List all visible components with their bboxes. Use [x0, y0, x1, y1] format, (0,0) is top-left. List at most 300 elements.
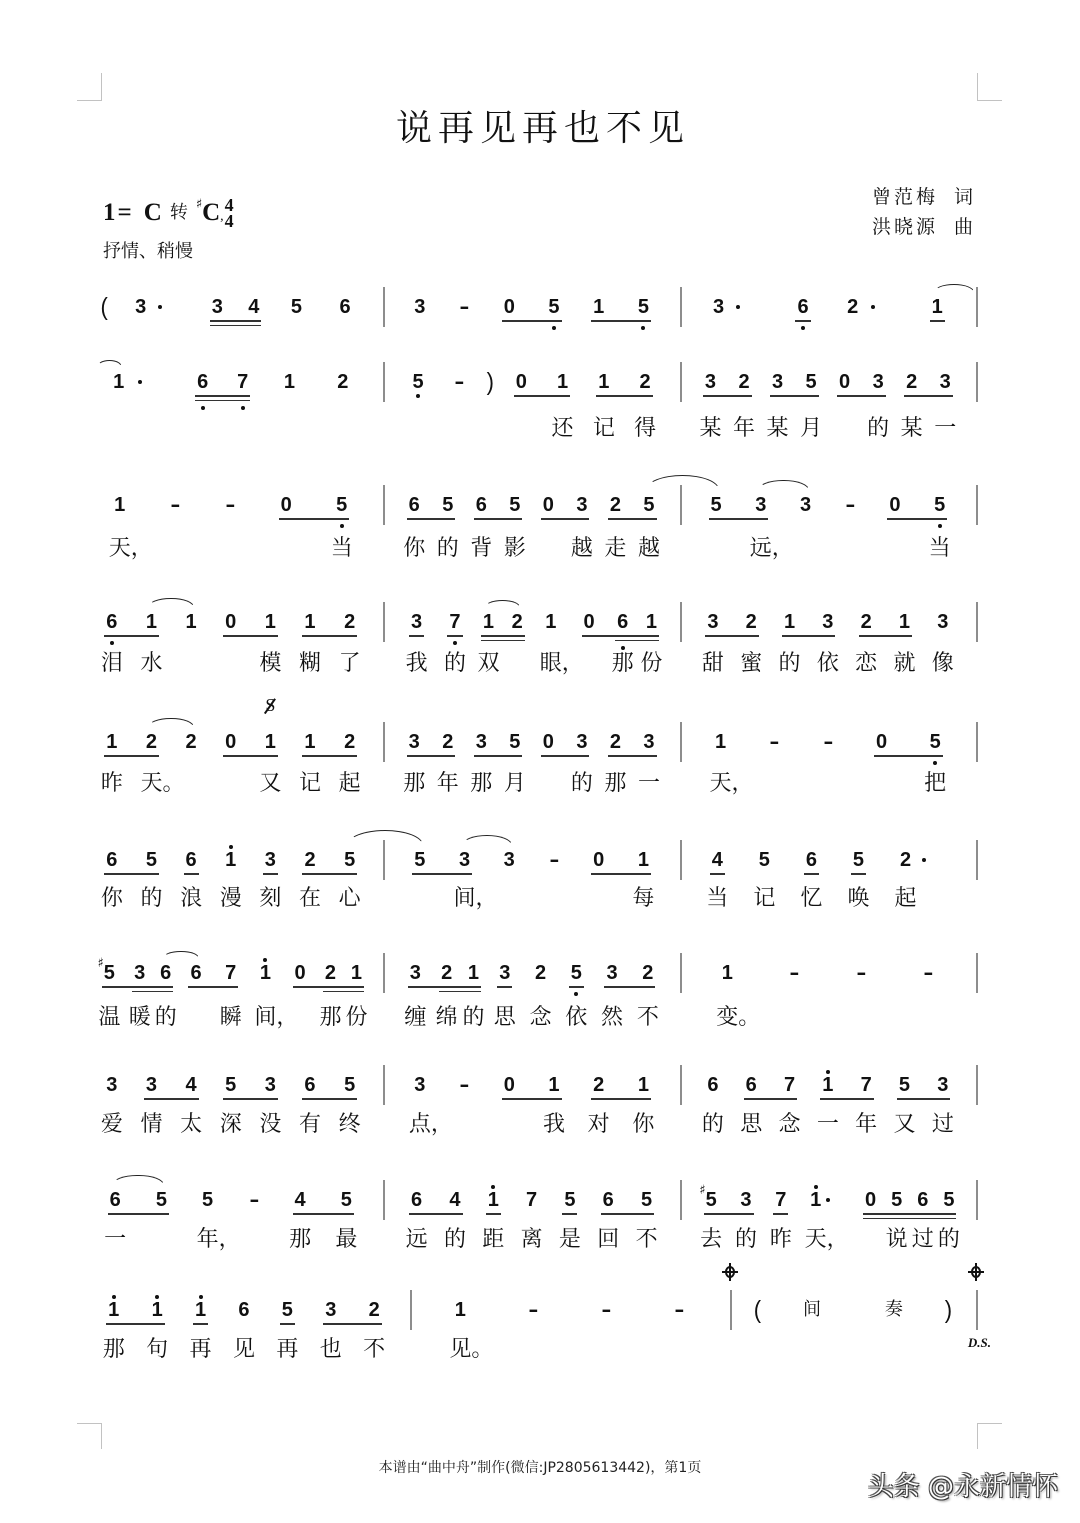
note-head	[281, 495, 292, 515]
hold-dash	[231, 1180, 277, 1220]
note-head	[638, 297, 649, 317]
note-number: 3	[325, 1299, 337, 1321]
staff-line	[92, 1065, 978, 1137]
note-head	[924, 731, 947, 796]
note-head	[405, 611, 428, 676]
open-parenthesis: (	[753, 1295, 762, 1324]
note-head	[146, 1299, 169, 1362]
duration-underline	[859, 635, 912, 637]
note-number: 3	[576, 494, 588, 516]
duration-underline	[804, 873, 819, 875]
hold-dash	[570, 1290, 643, 1330]
note-number: 2	[639, 371, 651, 393]
duration-underline	[210, 325, 262, 327]
note-head	[603, 1300, 610, 1320]
note-head	[800, 849, 823, 911]
note-number: 5	[548, 296, 560, 318]
note-head	[753, 849, 776, 911]
note-head	[876, 732, 887, 752]
duration-underline	[412, 873, 472, 875]
note-head	[404, 962, 427, 1030]
note-number: 2	[304, 849, 316, 871]
duration-underline	[474, 518, 523, 520]
lyric-syllable: 不	[635, 1227, 658, 1252]
duration-underline	[104, 755, 159, 757]
note-head	[338, 731, 361, 796]
lyric-syllable: 影	[503, 536, 526, 561]
lyric-syllable: 再	[189, 1337, 212, 1362]
note-head	[867, 371, 890, 441]
staff-line	[92, 287, 978, 327]
slur-tie-arc	[347, 830, 423, 845]
note-head	[197, 372, 208, 392]
open-parenthesis: (	[100, 292, 108, 321]
note-number: 0	[875, 731, 888, 753]
note-head	[797, 297, 808, 317]
lyric-syllable: 不	[363, 1337, 386, 1362]
lyric-syllable: 的	[140, 886, 163, 911]
lyric-syllable: 份	[345, 1005, 368, 1030]
note-number: 6	[190, 962, 202, 984]
note-head	[219, 962, 242, 1030]
note-head	[291, 297, 302, 317]
note	[92, 362, 145, 402]
note-head	[189, 1299, 212, 1362]
note	[171, 602, 211, 642]
lyric-syllable: 你	[100, 886, 123, 911]
note-head	[816, 611, 839, 676]
note-number: 5	[891, 1189, 903, 1211]
lyric-syllable: 天，	[804, 1227, 849, 1252]
lyric-syllable: 过	[931, 1112, 954, 1137]
note-number: 2	[185, 731, 197, 753]
note-number: 6	[745, 1074, 757, 1096]
staff-line	[92, 485, 978, 561]
duration-underline	[930, 320, 945, 322]
duration-underline	[863, 1218, 957, 1220]
note-head	[156, 1190, 167, 1210]
slur-tie-arc	[112, 1175, 164, 1185]
note-number: 1	[350, 962, 363, 984]
note-number: 3	[414, 296, 426, 318]
note	[424, 1290, 497, 1362]
note-number: 2	[344, 611, 356, 633]
note	[924, 602, 962, 676]
note-number: 6	[106, 849, 118, 871]
lyric-syllable: 了	[338, 651, 361, 676]
note-head	[196, 1189, 241, 1252]
lyric-syllable: 过	[911, 1227, 934, 1252]
note-head	[298, 611, 321, 676]
note-head	[449, 1299, 494, 1362]
note-number: 5	[943, 1189, 955, 1211]
note-number: 1	[637, 1074, 649, 1096]
note-head	[766, 371, 789, 441]
note-number: 2	[738, 371, 750, 393]
lyric-syllable: 依	[816, 651, 839, 676]
note-head	[140, 611, 163, 676]
dash-glyph: -	[248, 1189, 259, 1211]
note-number: 7	[225, 962, 237, 984]
note-head	[701, 1074, 724, 1137]
note-number: 6	[917, 1189, 929, 1211]
note-number: 1	[482, 611, 495, 633]
note-number: 3	[499, 962, 511, 984]
lyric-syllable: 记	[753, 886, 776, 911]
note-head	[634, 371, 657, 441]
lyric-syllable: 当	[928, 536, 951, 561]
note-number: 0	[503, 296, 515, 318]
low-octave-dot	[801, 326, 805, 330]
note-head	[289, 1189, 312, 1252]
note	[741, 840, 788, 911]
lyric-syllable: 念	[778, 1112, 801, 1137]
note-head	[855, 611, 878, 676]
measure	[682, 840, 978, 911]
lyric-syllable: 暖	[128, 1005, 151, 1030]
note	[92, 485, 153, 561]
note-head	[259, 1074, 282, 1137]
duration-underline	[323, 991, 364, 993]
hold-dash	[747, 722, 801, 762]
note-number: 5	[710, 494, 722, 516]
note-head	[470, 731, 493, 796]
note-number: 3	[771, 371, 784, 393]
note	[397, 287, 442, 327]
lyric-syllable: 记	[592, 416, 615, 441]
lyric-syllable: 是	[558, 1227, 581, 1252]
duration-underline	[407, 755, 456, 757]
lyric-syllable: 再	[276, 1337, 299, 1362]
note-head	[338, 849, 361, 911]
note-number: 2	[534, 962, 547, 984]
note-number: 3	[414, 1074, 426, 1096]
note-head	[530, 1300, 537, 1320]
lyric-syllable: 得	[634, 416, 657, 441]
note-head	[259, 611, 282, 676]
note-head	[636, 962, 659, 1030]
slur-tie-arc	[163, 951, 199, 958]
key-to: C	[202, 199, 221, 226]
low-octave-dot	[241, 406, 245, 410]
lyric-syllable: 缠	[404, 1005, 427, 1030]
note-head	[212, 297, 223, 317]
augmentation-dot	[158, 305, 162, 309]
note-head	[570, 731, 593, 796]
augmentation-dot	[871, 305, 875, 309]
note-head	[512, 612, 523, 632]
duration-underline	[302, 1098, 357, 1100]
duration-underline	[744, 1098, 797, 1100]
note-number: 5	[641, 1189, 653, 1211]
note-number: 3	[458, 849, 471, 871]
note-number: 5	[852, 849, 864, 871]
note-number: 1	[810, 1189, 822, 1211]
note	[532, 602, 584, 676]
note-head	[543, 495, 554, 515]
note-number: 5	[637, 296, 649, 318]
note-number: 0	[593, 849, 605, 871]
duration-underline	[447, 635, 462, 637]
note-head	[453, 849, 498, 911]
hold-dash	[532, 840, 577, 880]
note-number: 1	[259, 962, 271, 984]
lyric-syllable: 水	[140, 651, 163, 676]
lyric-syllable: 对	[587, 1112, 610, 1137]
lyric-syllable: 没	[259, 1112, 282, 1137]
duration-underline	[562, 1213, 577, 1215]
duration-underline	[293, 986, 364, 988]
note-head	[482, 1189, 505, 1252]
note-number: 2	[609, 731, 621, 753]
note-number: 0	[225, 731, 237, 753]
duration-underline	[604, 986, 655, 988]
note-number: 0	[889, 494, 901, 516]
interlude-cell	[771, 1290, 853, 1330]
note-number: 2	[899, 849, 912, 871]
duration-underline	[502, 1098, 562, 1100]
duration-underline	[263, 873, 278, 875]
note-number: 2	[593, 1074, 605, 1096]
note-head	[493, 962, 516, 1030]
tempo-marking: 抒情、稍慢	[103, 241, 193, 262]
note-number: 2	[642, 962, 654, 984]
lyric-syllable: 年	[436, 771, 459, 796]
duration-underline	[104, 873, 159, 875]
note	[272, 287, 321, 327]
note-number: 7	[237, 371, 249, 393]
staff-line	[92, 362, 978, 441]
lyric-syllable: 念	[529, 1005, 552, 1030]
note-number: 1	[304, 731, 316, 753]
note-head	[140, 1074, 163, 1137]
note-head	[276, 1299, 299, 1362]
lyric-syllable: 月	[800, 416, 823, 441]
hold-dash	[442, 287, 487, 327]
note-number: 1	[593, 296, 605, 318]
note-number: 1	[108, 1299, 120, 1321]
staff-line	[92, 1180, 978, 1252]
duration-underline	[514, 395, 570, 397]
duration-underline	[596, 395, 652, 397]
hold-dash	[828, 953, 895, 993]
duration-underline	[184, 873, 199, 875]
note-number: 4	[294, 1189, 306, 1211]
lyric-syllable: 的	[462, 1005, 485, 1030]
note-head	[340, 297, 351, 317]
hold-dash	[801, 722, 855, 762]
coda-icon	[722, 1263, 738, 1281]
note-number: 7	[449, 611, 461, 633]
note-number: 1	[185, 611, 197, 633]
duration-underline	[439, 991, 481, 993]
note-head	[604, 494, 627, 561]
note-number: 4	[711, 849, 723, 871]
note-head	[937, 1189, 960, 1252]
note	[694, 1065, 732, 1137]
note	[783, 485, 828, 525]
note-head	[816, 1074, 839, 1137]
note-head	[470, 494, 493, 561]
note-number: 6	[238, 1299, 250, 1321]
note-number: 5	[145, 849, 158, 871]
note-head	[699, 1183, 723, 1252]
duration-underline	[102, 986, 173, 988]
note-head	[219, 849, 242, 911]
note-number: 5	[414, 849, 426, 871]
note-head	[413, 372, 424, 392]
note-number: 1	[467, 962, 480, 984]
duration-underline	[193, 1323, 208, 1325]
duration-underline	[481, 640, 525, 642]
note-head	[889, 495, 900, 515]
note-number: 1	[783, 611, 796, 633]
note-head	[632, 1074, 655, 1137]
note-number: 2	[745, 611, 757, 633]
note-number: 1	[454, 1299, 466, 1321]
note-head	[298, 731, 321, 796]
note	[248, 953, 299, 1030]
note-head	[928, 494, 951, 561]
lyric-syllable: 走	[604, 536, 627, 561]
note-number: 5	[290, 296, 302, 318]
note-number: 2	[906, 371, 918, 393]
note	[321, 287, 370, 327]
hold-dash	[147, 485, 202, 525]
low-octave-dot	[574, 992, 578, 996]
duration-underline	[223, 1098, 278, 1100]
duration-underline	[302, 755, 357, 757]
lyric-syllable: 唤	[847, 886, 870, 911]
lyric-syllable: 一	[637, 771, 660, 796]
duration-underline	[591, 320, 651, 322]
lyric-syllable: 的	[867, 416, 890, 441]
note-head	[295, 963, 306, 983]
note-head	[637, 494, 660, 561]
dash-glyph: -	[225, 494, 236, 516]
lyric-syllable: 当	[330, 536, 353, 561]
note-number: 3	[576, 731, 588, 753]
duration-underline	[541, 755, 590, 757]
note-number: 5	[934, 494, 946, 516]
note-number: 0	[503, 1074, 515, 1096]
duration-underline	[408, 986, 481, 988]
hold-dash	[439, 362, 480, 402]
duration-underline	[481, 635, 525, 637]
lyric-syllable: 那	[319, 1005, 342, 1030]
note-head	[330, 494, 353, 561]
dash-glyph: -	[548, 849, 559, 871]
note-number: 3	[740, 1189, 752, 1211]
note-head	[565, 962, 588, 1030]
augmentation-dot-cell	[833, 1180, 857, 1220]
note	[92, 1065, 132, 1137]
lyric-syllable: 每	[632, 886, 655, 911]
duration-underline	[710, 873, 725, 875]
duration-underline	[502, 320, 562, 322]
parenthesis-cell	[92, 287, 116, 327]
note-head	[186, 732, 197, 752]
note-number: 0	[583, 611, 595, 633]
note-number: 5	[705, 1189, 717, 1211]
lyric-syllable: 起	[894, 886, 917, 911]
lyric-syllable: 年	[855, 1112, 878, 1137]
note-number: 4	[449, 1189, 461, 1211]
duration-underline	[887, 518, 947, 520]
lyric-syllable: 某	[699, 416, 722, 441]
low-octave-dot	[416, 394, 420, 398]
note-number: 0	[542, 731, 554, 753]
note-head	[587, 1074, 610, 1137]
lyric-syllable: 点，	[408, 1112, 453, 1137]
measure	[682, 953, 978, 1030]
duration-underline	[302, 873, 357, 875]
slur-tie-arc	[148, 718, 194, 727]
note-number: 6	[411, 1189, 423, 1211]
note-number: 2	[324, 962, 336, 984]
note-number: 1	[598, 371, 610, 393]
note-number: 1	[264, 611, 276, 633]
parenthesis-cell	[935, 1290, 962, 1330]
duration-underline	[591, 873, 651, 875]
duration-underline	[486, 1213, 501, 1215]
lyric-syllable: 离	[520, 1227, 543, 1252]
note-head	[180, 849, 203, 911]
note-number: 5	[281, 1299, 293, 1321]
low-octave-dot	[641, 326, 645, 330]
dash-glyph: -	[170, 494, 181, 516]
lyric-syllable: 的	[701, 1112, 724, 1137]
note-number: 6	[602, 1189, 614, 1211]
note-number: 1	[898, 611, 911, 633]
lyric-syllable: 爱	[100, 1112, 123, 1137]
dash-glyph: -	[769, 731, 780, 753]
lyric-syllable: 把	[924, 771, 947, 796]
note-head	[477, 611, 500, 676]
duration-underline	[569, 986, 584, 988]
duration-underline	[795, 320, 810, 322]
note-number: 1	[194, 1299, 207, 1321]
note-head	[414, 297, 425, 317]
note-head	[701, 611, 724, 676]
key-tonic-label: 1=	[103, 199, 134, 226]
note-head	[885, 1189, 908, 1252]
time-denominator: 4	[224, 211, 234, 231]
note-number: 3	[937, 611, 949, 633]
low-octave-dot	[933, 761, 937, 765]
dash-glyph: -	[856, 962, 867, 984]
note-number: 3	[411, 611, 423, 633]
note-number: 0	[225, 611, 237, 633]
interlude-cell	[853, 1290, 935, 1330]
duration-underline	[323, 1323, 382, 1325]
key-separator: ,	[220, 209, 224, 224]
note-head	[504, 1075, 515, 1095]
note-number: 3	[939, 371, 951, 393]
note-number: 2	[337, 371, 349, 393]
note-head	[592, 371, 615, 441]
note	[487, 840, 532, 880]
note-head	[254, 962, 299, 1030]
note-head	[225, 612, 236, 632]
note-head	[414, 850, 425, 870]
note-number: 7	[775, 1189, 787, 1211]
duration-underline	[210, 320, 262, 322]
note-number: 1	[225, 849, 237, 871]
watermark: 头条 @永新情怀	[867, 1472, 1058, 1502]
note-head	[911, 1189, 934, 1252]
note-number: 2	[442, 731, 454, 753]
